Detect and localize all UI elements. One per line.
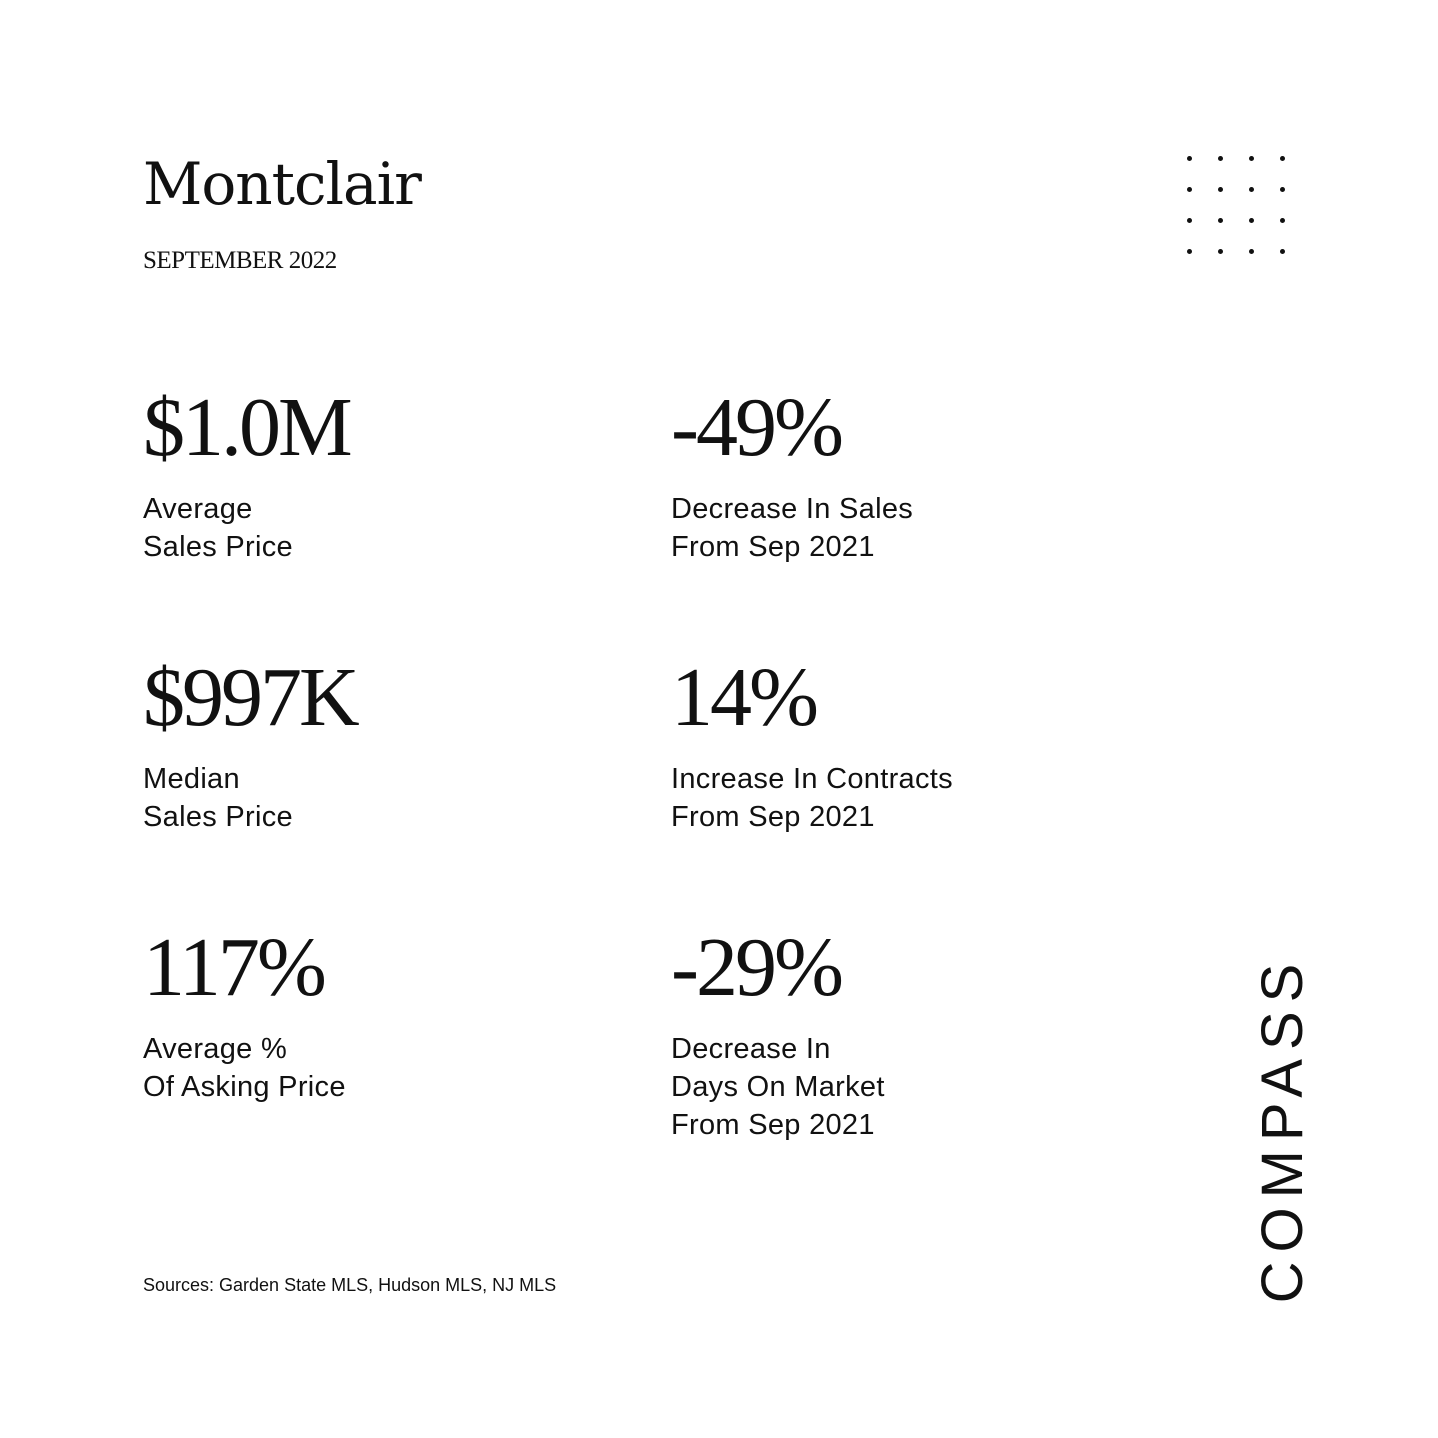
- page-title: Montclair: [143, 150, 421, 218]
- sources-note: Sources: Garden State MLS, Hudson MLS, NJ MLS: [143, 1275, 557, 1295]
- stat-average-sales-price: [143, 380, 543, 566]
- dot: [1280, 156, 1285, 161]
- stat-label-line: Sales Price: [143, 531, 293, 563]
- stat-value: -29%: [671, 921, 841, 1014]
- dot-grid-decoration: [1174, 143, 1298, 267]
- dot: [1187, 156, 1192, 161]
- stat-label-line: Average: [143, 493, 253, 525]
- stat-value: 117%: [143, 921, 324, 1014]
- stat-value: $997K: [143, 651, 357, 744]
- dot: [1187, 249, 1192, 254]
- dot: [1280, 249, 1285, 254]
- stat-label-line: Decrease In Sales: [671, 493, 914, 525]
- dot: [1218, 187, 1223, 192]
- dot: [1249, 218, 1254, 223]
- dot: [1187, 187, 1192, 192]
- stat-label-line: From Sep 2021: [671, 801, 875, 833]
- stat-label: [143, 1030, 543, 1106]
- stat-label-line: Sales Price: [143, 801, 293, 833]
- stat-label-line: Median: [143, 763, 240, 795]
- dot: [1249, 249, 1254, 254]
- stat-value: $1.0M: [143, 381, 350, 474]
- dot: [1218, 156, 1223, 161]
- stat-label-line: Decrease In: [671, 1033, 831, 1065]
- stat-label-line: Days On Market: [671, 1071, 885, 1103]
- dot: [1280, 218, 1285, 223]
- stat-label: [671, 1030, 1071, 1144]
- stat-contracts-change: [671, 650, 1071, 836]
- compass-logo: COMPASS: [1250, 954, 1315, 1304]
- dot: [1280, 187, 1285, 192]
- report-period: SEPTEMBER 2022: [143, 247, 337, 274]
- stat-value: -49%: [671, 381, 841, 474]
- dot: [1249, 187, 1254, 192]
- dot: [1218, 218, 1223, 223]
- stat-value: 14%: [671, 651, 816, 744]
- stat-label: [143, 760, 543, 836]
- stat-label-line: Of Asking Price: [143, 1071, 346, 1103]
- stat-label: [671, 760, 1071, 836]
- stat-label-line: Average %: [143, 1033, 288, 1065]
- dot: [1218, 249, 1223, 254]
- stat-percent-of-asking: [143, 920, 543, 1106]
- stat-median-sales-price: [143, 650, 543, 836]
- stat-label: [143, 490, 543, 566]
- stat-sales-change: [671, 380, 1071, 566]
- stat-label: [671, 490, 1071, 566]
- stat-label-line: From Sep 2021: [671, 1109, 875, 1141]
- dot: [1187, 218, 1192, 223]
- dot: [1249, 156, 1254, 161]
- stat-label-line: From Sep 2021: [671, 531, 875, 563]
- stat-label-line: Increase In Contracts: [671, 763, 953, 795]
- stat-days-on-market-change: [671, 920, 1071, 1144]
